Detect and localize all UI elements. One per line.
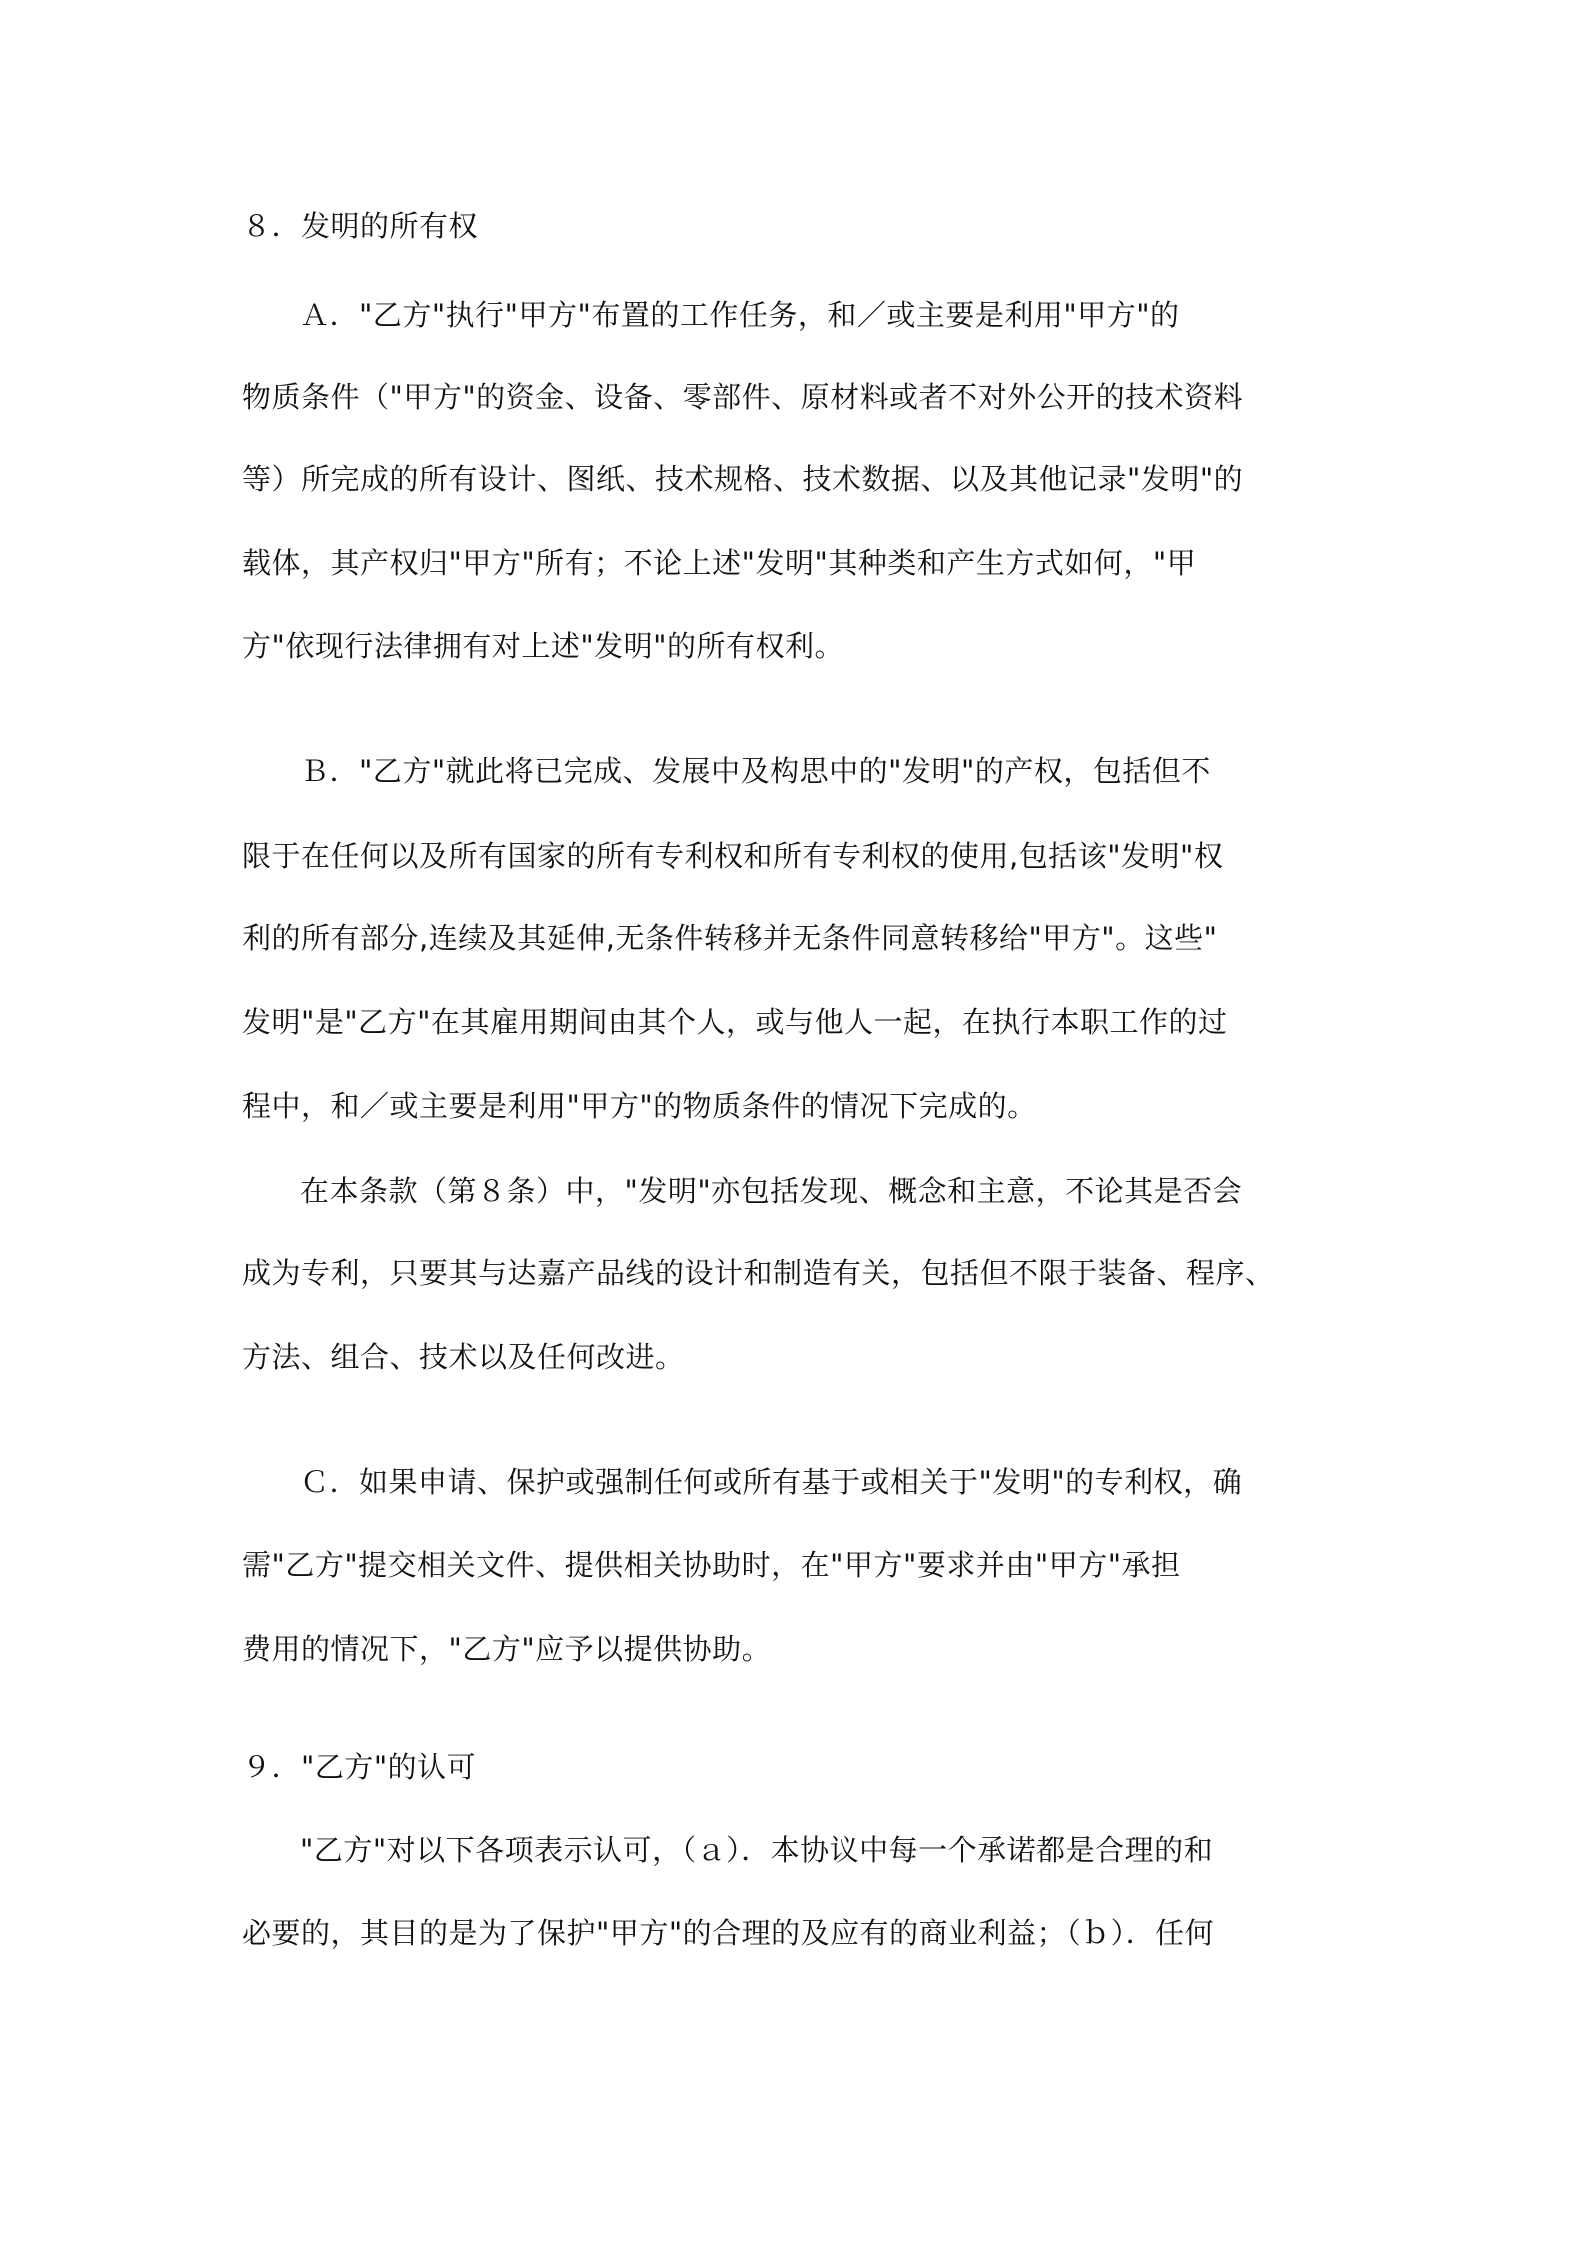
clause-b-line-2: 限于在任何以及所有国家的所有专利权和所有专利权的使用,包括该"发明"权 (242, 839, 1224, 873)
definition-line-3: 方法、组合、技术以及任何改进。 (242, 1340, 685, 1374)
clause-b-line-4: 发明"是"乙方"在其雇用期间由其个人，或与他人一起，在执行本职工作的过 (242, 1005, 1228, 1039)
clause-c-line-3: 费用的情况下，"乙方"应予以提供协助。 (242, 1632, 772, 1666)
clause-c-line-1: Ｃ．如果申请、保护或强制任何或所有基于或相关于"发明"的专利权，确 (300, 1465, 1243, 1499)
clause-a-line-2: 物质条件（"甲方"的资金、设备、零部件、原材料或者不对外公开的技术资料 (242, 380, 1244, 414)
clause-b-line-3: 利的所有部分,连续及其延伸,无条件转移并无条件同意转移给"甲方"。这些" (242, 921, 1218, 955)
clause-a-line-1: Ａ．"乙方"执行"甲方"布置的工作任务，和／或主要是利用"甲方"的 (300, 298, 1180, 332)
clause-a-line-5: 方"依现行法律拥有对上述"发明"的所有权利。 (242, 629, 845, 663)
clause-b-line-5: 程中，和／或主要是利用"甲方"的物质条件的情况下完成的。 (242, 1089, 1037, 1123)
section-9-line-1: "乙方"对以下各项表示认可，（ａ）．本协议中每一个承诺都是合理的和 (300, 1833, 1214, 1867)
clause-b-line-1: Ｂ．"乙方"就此将已完成、发展中及构思中的"发明"的产权，包括但不 (300, 754, 1211, 788)
section-9-heading: ９．"乙方"的认可 (242, 1750, 477, 1784)
section-9-line-2: 必要的，其目的是为了保护"甲方"的合理的及应有的商业利益；（ｂ）．任何 (242, 1916, 1215, 1950)
clause-a-line-4: 载体，其产权归"甲方"所有；不论上述"发明"其种类和产生方式如何，"甲 (242, 546, 1197, 580)
clause-a-line-3: 等）所完成的所有设计、图纸、技术规格、技术数据、以及其他记录"发明"的 (242, 462, 1244, 496)
section-8-heading: ８．发明的所有权 (242, 209, 479, 243)
definition-line-1: 在本条款（第８条）中，"发明"亦包括发现、概念和主意，不论其是否会 (300, 1174, 1243, 1208)
clause-c-line-2: 需"乙方"提交相关文件、提供相关协助时，在"甲方"要求并由"甲方"承担 (242, 1548, 1181, 1582)
definition-line-2: 成为专利，只要其与达嘉产品线的设计和制造有关，包括但不限于装备、程序、 (242, 1256, 1275, 1290)
